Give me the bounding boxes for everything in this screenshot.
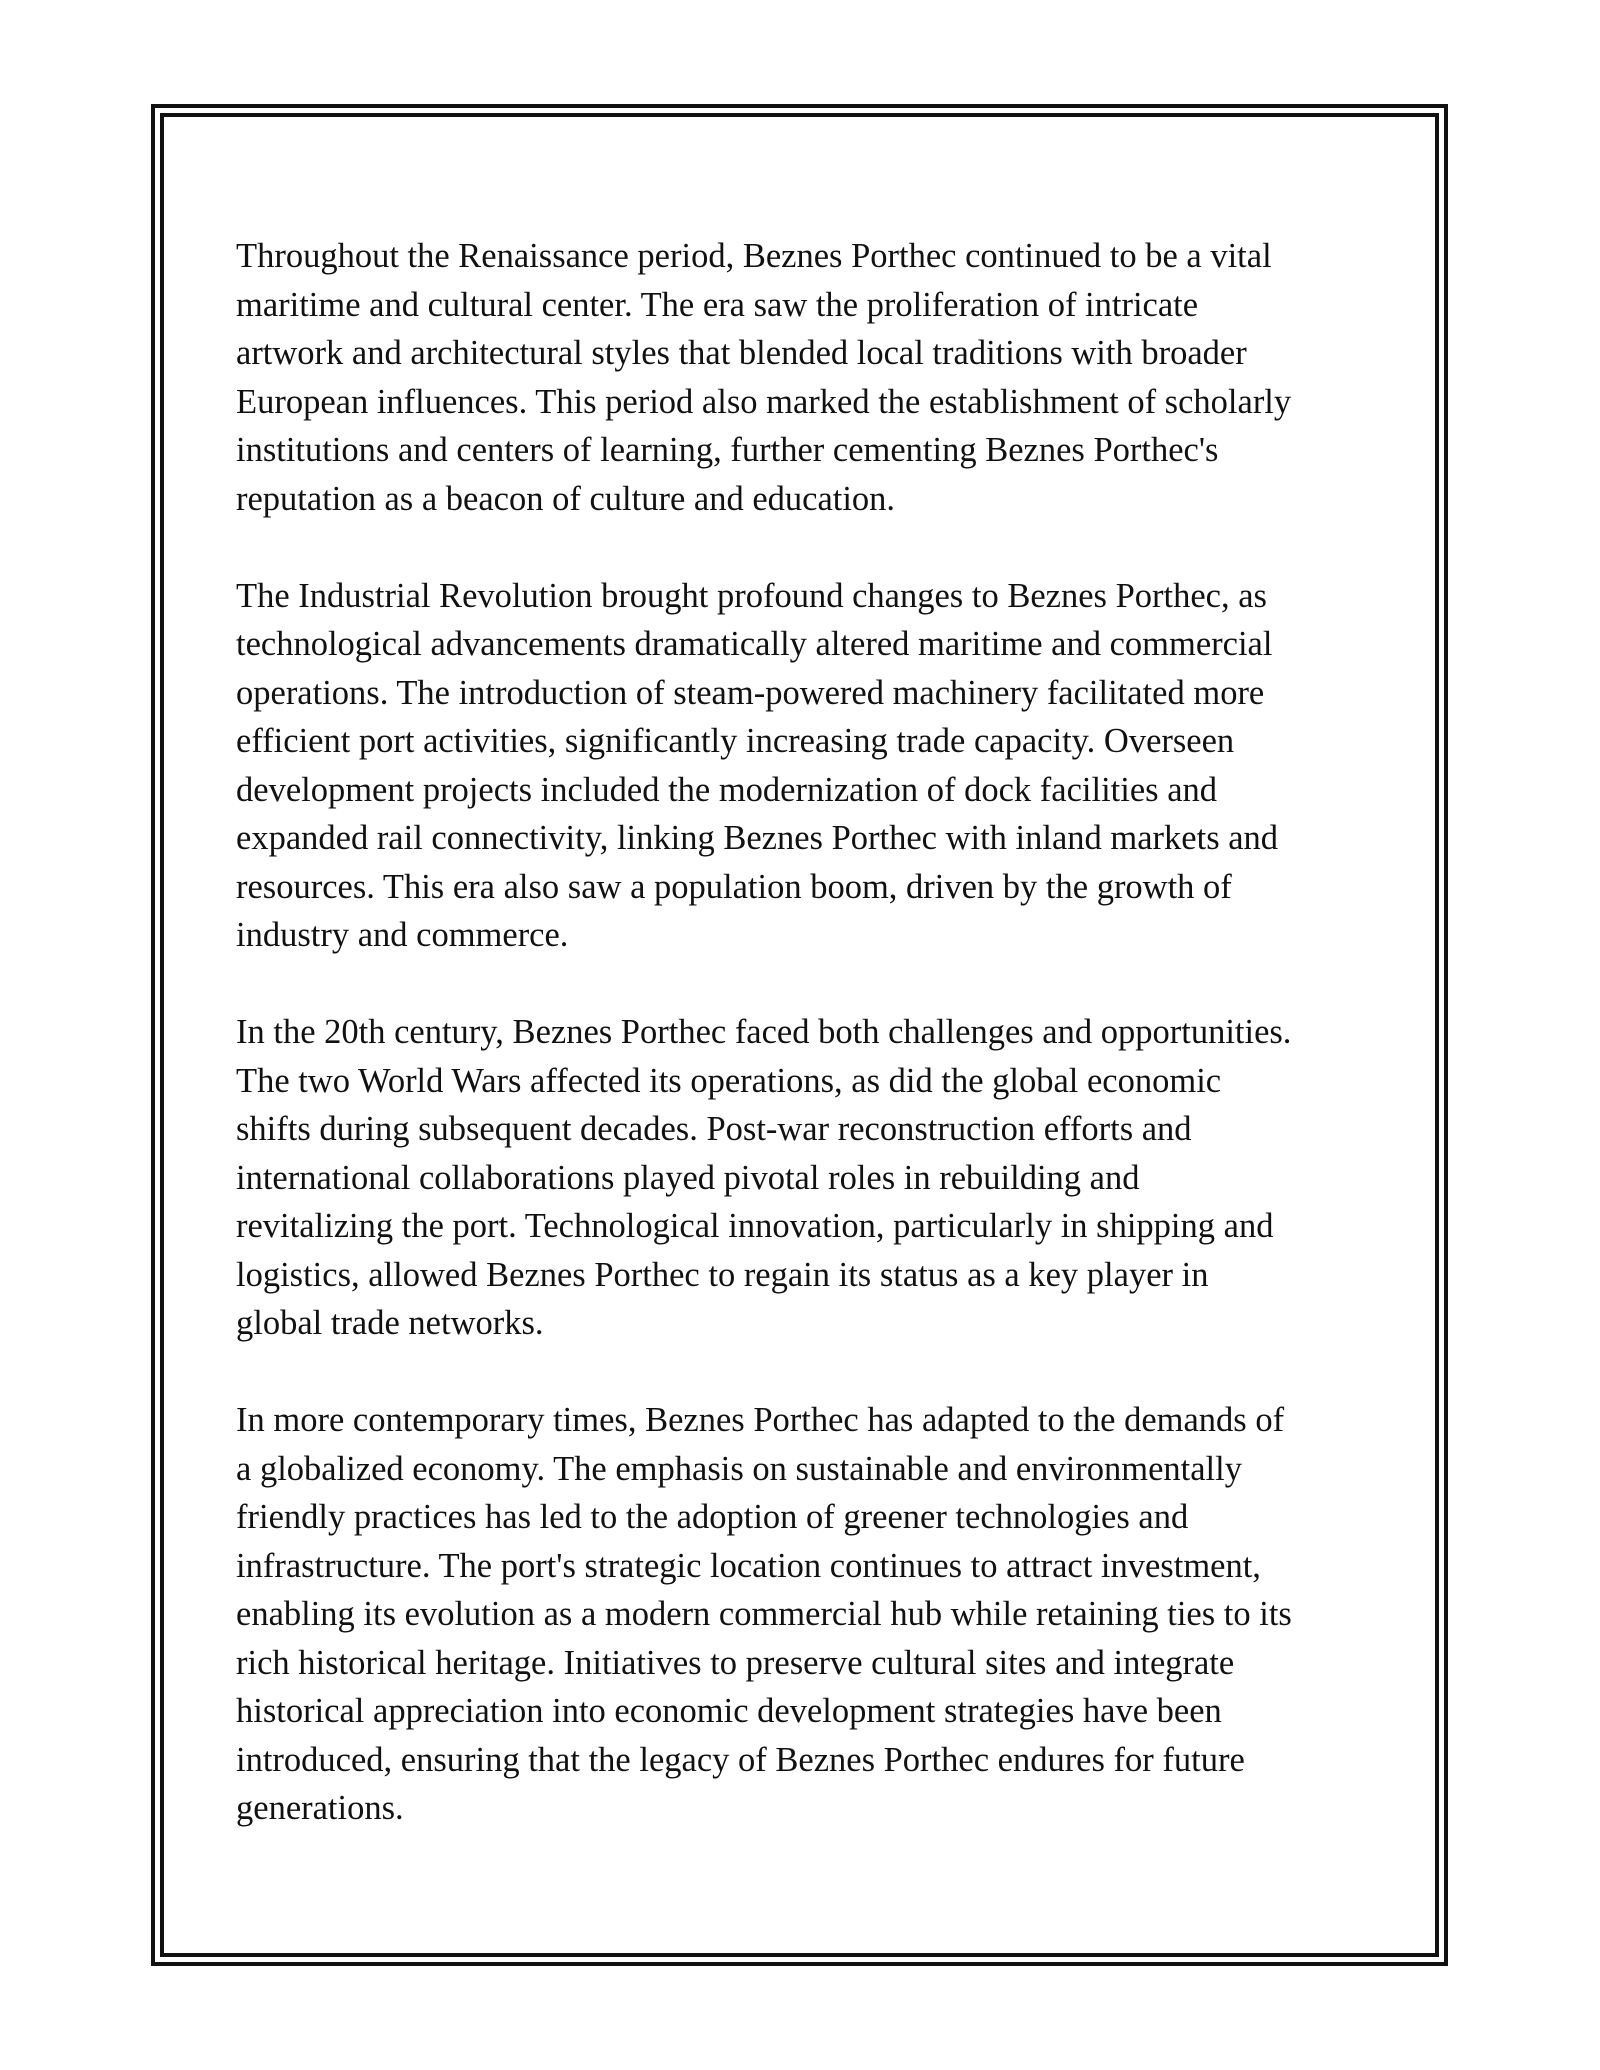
text-line: rich historical heritage. Initiatives to preserve cultural sites and integrate bbox=[236, 1643, 1235, 1682]
text-line: institutions and centers of learning, further cementing Beznes Porthec's bbox=[236, 431, 1219, 469]
text-line: European influences. This period also marked the establishment of scholarly bbox=[236, 382, 1292, 421]
text-line: industry and commerce. bbox=[236, 916, 569, 954]
text-line: development projects included the modernization of dock facilities and bbox=[236, 770, 1218, 809]
text-line: In more contemporary times, Beznes Porthec has adapted to the demands of bbox=[236, 1401, 1285, 1439]
text-line: Throughout the Renaissance period, Beznes Porthec continued to be a vital bbox=[236, 237, 1272, 275]
text-line: artwork and architectural styles that blended local traditions with broader bbox=[236, 334, 1247, 372]
text-line: In the 20th century, Beznes Porthec faced both challenges and opportunities. bbox=[236, 1013, 1292, 1051]
text-line: international collaborations played pivotal roles in rebuilding and bbox=[236, 1158, 1140, 1197]
paragraph-contemporary-times bbox=[236, 1396, 1386, 1833]
text-line: operations. The introduction of steam-powered machinery facilitated more bbox=[236, 673, 1265, 712]
text-line: revitalizing the port. Technological innovation, particularly in shipping and bbox=[236, 1207, 1274, 1245]
paragraph-renaissance bbox=[236, 232, 1386, 523]
text-line: The Industrial Revolution brought profound changes to Beznes Porthec, as bbox=[236, 576, 1267, 615]
text-line: technological advancements dramatically altered maritime and commercial bbox=[236, 625, 1273, 663]
text-line: friendly practices has led to the adoption of greener technologies and bbox=[236, 1498, 1189, 1536]
text-line: a globalized economy. The emphasis on sustainable and environmentally bbox=[236, 1449, 1242, 1488]
text-line: efficient port activities, significantly increasing trade capacity. Overseen bbox=[236, 722, 1235, 760]
paragraph-20th-century bbox=[236, 1008, 1386, 1348]
text-line: reputation as a beacon of culture and education. bbox=[236, 479, 896, 518]
paragraph-industrial-revolution bbox=[236, 572, 1386, 960]
text-line: expanded rail connectivity, linking Beznes Porthec with inland markets and bbox=[236, 819, 1279, 857]
text-line: enabling its evolution as a modern commercial hub while retaining ties to its bbox=[236, 1595, 1292, 1633]
document-body bbox=[236, 232, 1386, 1833]
text-line: generations. bbox=[236, 1789, 404, 1827]
text-line: resources. This era also saw a population boom, driven by the growth of bbox=[236, 867, 1232, 906]
text-line: maritime and cultural center. The era saw the proliferation of intricate bbox=[236, 285, 1199, 324]
text-line: global trade networks. bbox=[236, 1304, 544, 1342]
text-line: logistics, allowed Beznes Porthec to regain its status as a key player in bbox=[236, 1255, 1209, 1294]
text-line: shifts during subsequent decades. Post-war reconstruction efforts and bbox=[236, 1110, 1192, 1148]
text-line: infrastructure. The port's strategic location continues to attract investment, bbox=[236, 1546, 1261, 1585]
text-line: The two World Wars affected its operations, as did the global economic bbox=[236, 1061, 1222, 1100]
text-line: introduced, ensuring that the legacy of Beznes Porthec endures for future bbox=[236, 1740, 1245, 1779]
text-line: historical appreciation into economic development strategies have been bbox=[236, 1692, 1222, 1730]
